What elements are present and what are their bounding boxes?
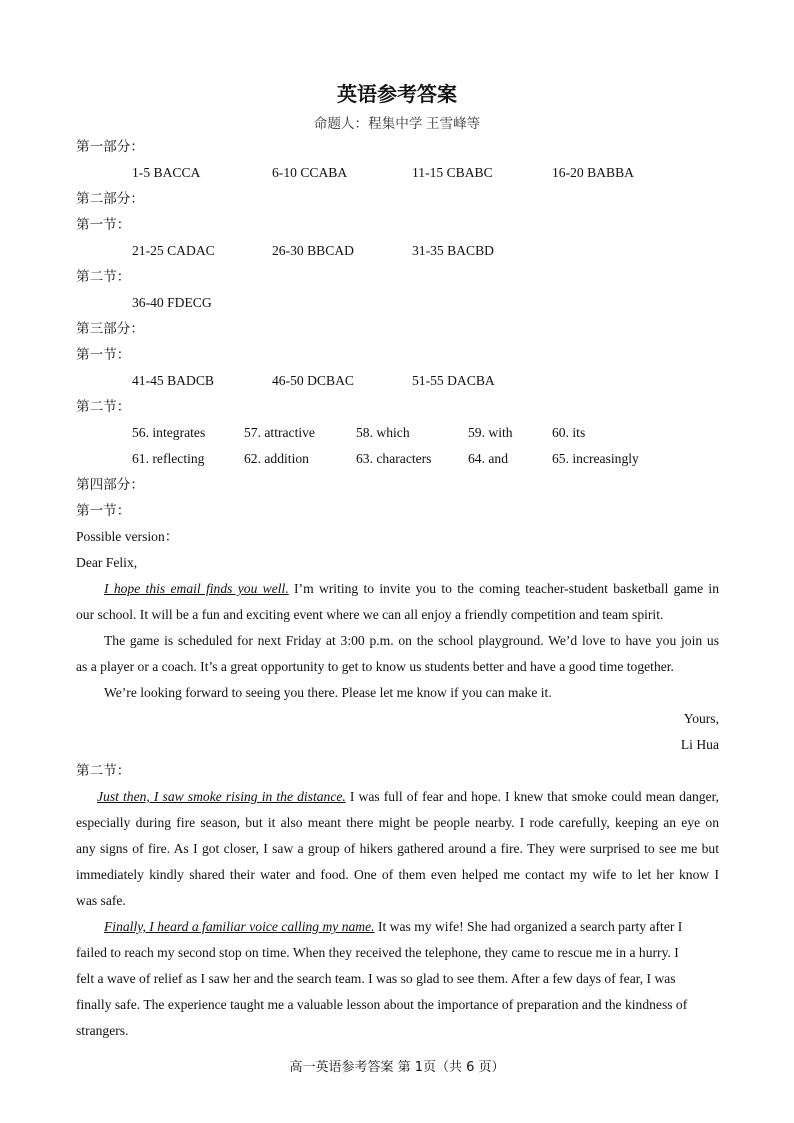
story-line: failed to reach my second stop on time. When they received the telephone, they came to rescue me in a hurry. I <box>76 945 679 960</box>
story-line <box>76 784 719 810</box>
answer-group: 36-40 FDECG <box>132 295 212 310</box>
answer-group: 41-45 BADCB <box>132 373 214 388</box>
answer-group: 26-30 BBCAD <box>272 243 354 258</box>
part1-answers <box>76 160 719 186</box>
story-line: any signs of fire. As I got closer, I saw a group of hikers gathered around a fire. They were surprised to see me but <box>76 841 719 856</box>
answer-group: 51-55 DACBA <box>412 373 495 388</box>
letter-line <box>76 576 719 602</box>
section-heading: 第一节： <box>76 503 131 518</box>
author-line: 命题人：程集中学 王雪峰等 <box>313 116 481 131</box>
section-heading: 第一节： <box>76 347 131 362</box>
letter-line: The game is scheduled for next Friday at 3:00 p.m. on the school playground. We’d love to have you join us <box>104 633 719 648</box>
answer-group: 1-5 BACCA <box>132 165 201 180</box>
part3-section1-answers <box>76 368 719 394</box>
answer-item: 64. and <box>468 451 509 466</box>
story-line <box>76 914 719 940</box>
answer-group: 31-35 BACBD <box>412 243 494 258</box>
text: I was full of fear and hope. I knew that smoke could mean danger, <box>345 789 719 804</box>
answer-group: 21-25 CADAC <box>132 243 215 258</box>
section-heading: 第二节： <box>76 399 131 414</box>
story-line: finally safe. The experience taught me a valuable lesson about the importance of preparation and the kindness of <box>76 997 688 1012</box>
story-line: strangers. <box>76 1023 129 1038</box>
story-line: especially during fire season, but it also meant there might be people nearby. I rode carefully, keeping an eye on <box>76 815 719 830</box>
document-body <box>76 134 719 1044</box>
underlined-sentence: Finally, I heard a familiar voice calling my name. <box>104 919 375 934</box>
answer-item: 58. which <box>356 425 410 440</box>
answer-item: 56. integrates <box>132 425 206 440</box>
part2-section2-answers <box>76 290 719 316</box>
answer-item: 60. its <box>552 425 586 440</box>
letter-line: as a player or a coach. It’s a great opportunity to get to know us students better and have a good time together. <box>76 659 674 674</box>
story-line: felt a wave of relief as I saw her and the search team. I was so glad to see them. After a few days of fear, I was <box>76 971 676 986</box>
letter-line: our school. It will be a fun and exciting event where we can all enjoy a friendly competition and team spirit. <box>76 607 664 622</box>
letter-greeting: Dear Felix, <box>76 555 138 570</box>
letter-signature: Li Hua <box>680 737 719 752</box>
part2-heading: 第二部分： <box>76 191 144 206</box>
section-heading: 第二节： <box>76 269 131 284</box>
story-line: immediately kindly shared their water and food. One of them even helped me contact my wife to let her know I <box>76 867 719 882</box>
answer-group: 16-20 BABBA <box>552 165 634 180</box>
part3-section2-row2 <box>76 446 719 472</box>
section-heading: 第二节： <box>76 763 131 778</box>
part3-section2-row1 <box>76 420 719 446</box>
part1-heading: 第一部分： <box>76 139 144 154</box>
answer-item: 63. characters <box>356 451 432 466</box>
part2-section1-answers <box>76 238 719 264</box>
part3-heading: 第三部分： <box>76 321 144 336</box>
part4-heading: 第四部分： <box>76 477 144 492</box>
answer-item: 59. with <box>468 425 513 440</box>
answer-item: 61. reflecting <box>132 451 205 466</box>
page-footer: 高一英语参考答案 第 1页（共 6 页） <box>289 1060 505 1075</box>
answer-item: 57. attractive <box>244 425 315 440</box>
letter-line: We’re looking forward to seeing you there. Please let me know if you can make it. <box>104 685 552 700</box>
answer-group: 46-50 DCBAC <box>272 373 354 388</box>
page-title: 英语参考答案 <box>337 82 457 106</box>
underlined-sentence: Just then, I saw smoke rising in the distance. <box>97 789 346 804</box>
section-heading: 第一节： <box>76 217 131 232</box>
answer-group: 6-10 CCABA <box>272 165 348 180</box>
letter-closing: Yours, <box>683 711 719 726</box>
text: I’m writing to invite you to the coming teacher-student basketball game in <box>288 581 719 596</box>
answer-item: 62. addition <box>244 451 309 466</box>
answer-group: 11-15 CBABC <box>412 165 493 180</box>
text: It was my wife! She had organized a search party after I <box>374 919 683 934</box>
answer-item: 65. increasingly <box>552 451 639 466</box>
story-line: was safe. <box>76 893 126 908</box>
underlined-sentence: I hope this email finds you well. <box>104 581 289 596</box>
possible-version-label: Possible version： <box>76 529 179 544</box>
